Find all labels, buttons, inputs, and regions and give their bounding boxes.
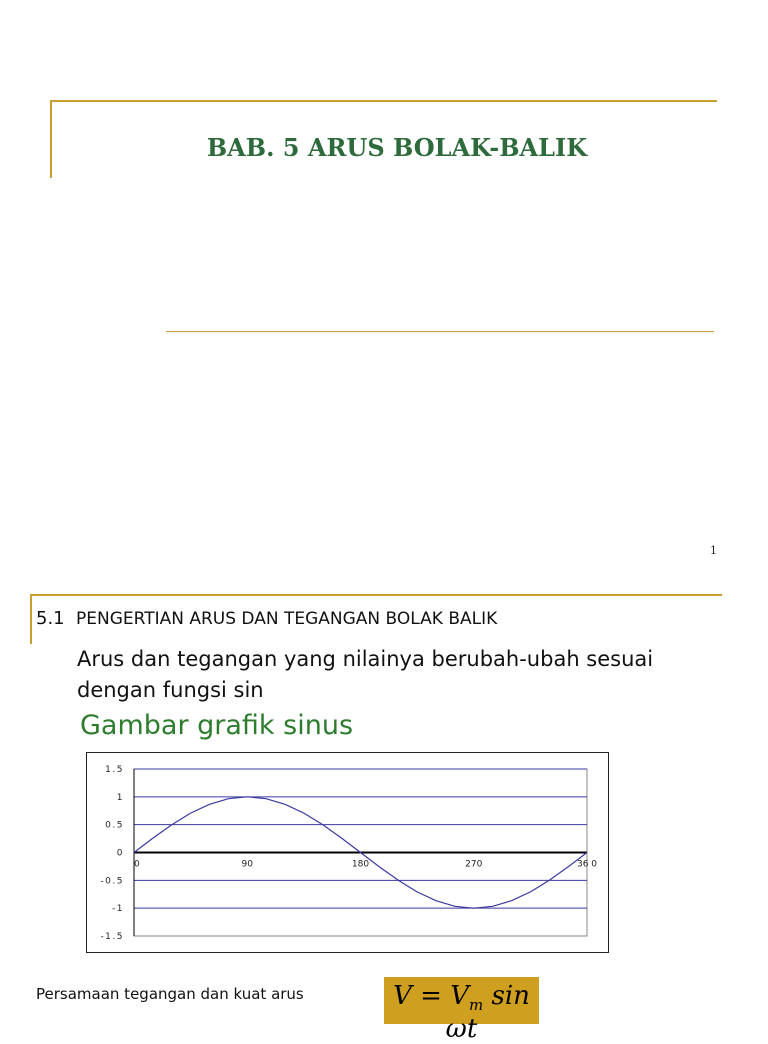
body-text-line-1: Arus dan tegangan yang nilainya berubah-ubah sesuai [77, 647, 654, 671]
slide2-frame-left-border [30, 594, 32, 644]
section-number: 5.1 [36, 608, 65, 629]
slide2-frame-top-border [30, 594, 722, 596]
x-tick-label: 270 [465, 859, 483, 870]
sine-chart-container [86, 752, 609, 953]
slide-title: BAB. 5 ARUS BOLAK-BALIK [206, 133, 588, 162]
x-tick-label: 90 [241, 859, 253, 870]
y-tick-label: 1 [116, 792, 124, 803]
equation-label: Persamaan tegangan dan kuat arus [36, 985, 304, 1003]
x-tick-label: 180 [351, 859, 370, 870]
slide1-divider-line [166, 331, 714, 332]
body-text-line-2: dengan fungsi sin [77, 678, 264, 702]
page-number: 1 [710, 544, 717, 557]
equation-formula [384, 981, 539, 1044]
section-title: PENGERTIAN ARUS DAN TEGANGAN BOLAK BALIK [76, 609, 498, 629]
chart-heading: Gambar grafik sinus [80, 710, 354, 741]
y-tick-label: 1.5 [105, 765, 124, 775]
y-tick-label: -1.5 [100, 932, 124, 942]
equation-text: $V = V_m$ sin ωt [393, 981, 530, 1044]
y-tick-label: -0.5 [100, 876, 124, 887]
equation-box [384, 977, 539, 1044]
y-tick-label: -1 [112, 904, 124, 915]
x-tick-label: 0 [134, 859, 140, 870]
slide1-frame-top-border [50, 100, 717, 102]
sine-chart [87, 753, 608, 952]
y-tick-label: 0 [116, 848, 124, 859]
x-tick-label: 36 0 [576, 859, 598, 870]
body-text [77, 644, 757, 706]
y-tick-label: 0.5 [105, 820, 124, 831]
